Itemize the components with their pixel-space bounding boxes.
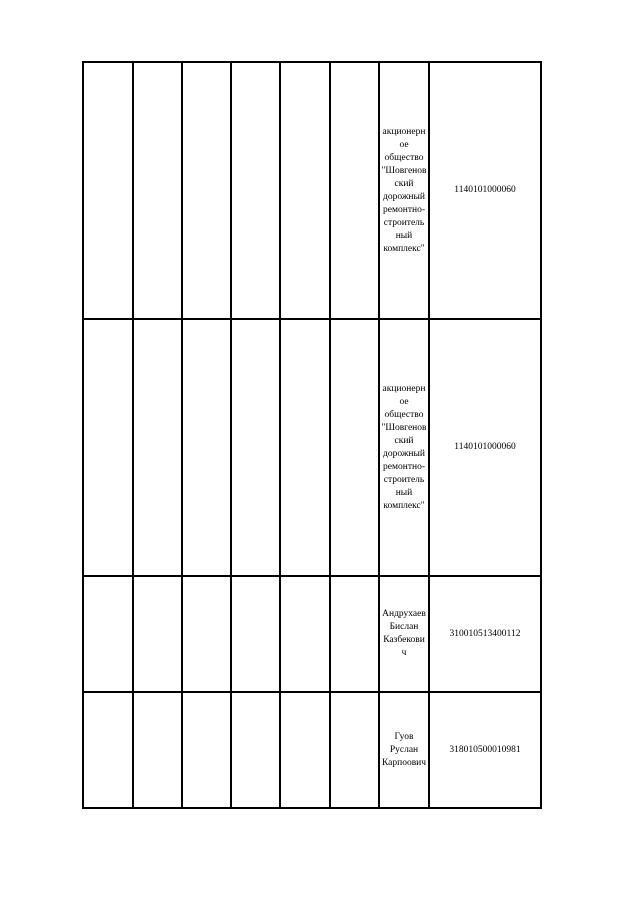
empty-cell [83, 319, 133, 576]
empty-cell [231, 319, 280, 576]
empty-cell [280, 62, 330, 319]
organization-name-cell: акционерн ое общество "Шовгенов ский дорожный ремонтно- строитель ный комплекс" [379, 319, 429, 576]
empty-cell [83, 62, 133, 319]
empty-cell [330, 319, 379, 576]
table-row [83, 692, 541, 808]
registration-number-cell: 1140101000060 [429, 319, 541, 576]
empty-cell [83, 576, 133, 692]
empty-cell [280, 576, 330, 692]
empty-cell [182, 692, 231, 808]
registration-number-cell: 310010513400112 [429, 576, 541, 692]
table-row [83, 62, 541, 319]
empty-cell [330, 692, 379, 808]
empty-cell [133, 319, 182, 576]
empty-cell [182, 576, 231, 692]
empty-cell [133, 692, 182, 808]
empty-cell [231, 692, 280, 808]
empty-cell [231, 62, 280, 319]
registration-number-cell: 318010500010981 [429, 692, 541, 808]
empty-cell [133, 62, 182, 319]
empty-cell [330, 576, 379, 692]
empty-cell [280, 692, 330, 808]
person-name-cell: Гуов Руслан Карпоович [379, 692, 429, 808]
person-name-cell: Андрухаев Бислан Казбекови ч [379, 576, 429, 692]
registration-number-cell: 1140101000060 [429, 62, 541, 319]
table-row [83, 576, 541, 692]
empty-cell [280, 319, 330, 576]
empty-cell [83, 692, 133, 808]
empty-cell [182, 62, 231, 319]
empty-cell [133, 576, 182, 692]
registry-table [82, 61, 542, 809]
table-row [83, 319, 541, 576]
empty-cell [231, 576, 280, 692]
empty-cell [182, 319, 231, 576]
empty-cell [330, 62, 379, 319]
organization-name-cell: акционерн ое общество "Шовгенов ский дорожный ремонтно- строитель ный комплекс" [379, 62, 429, 319]
